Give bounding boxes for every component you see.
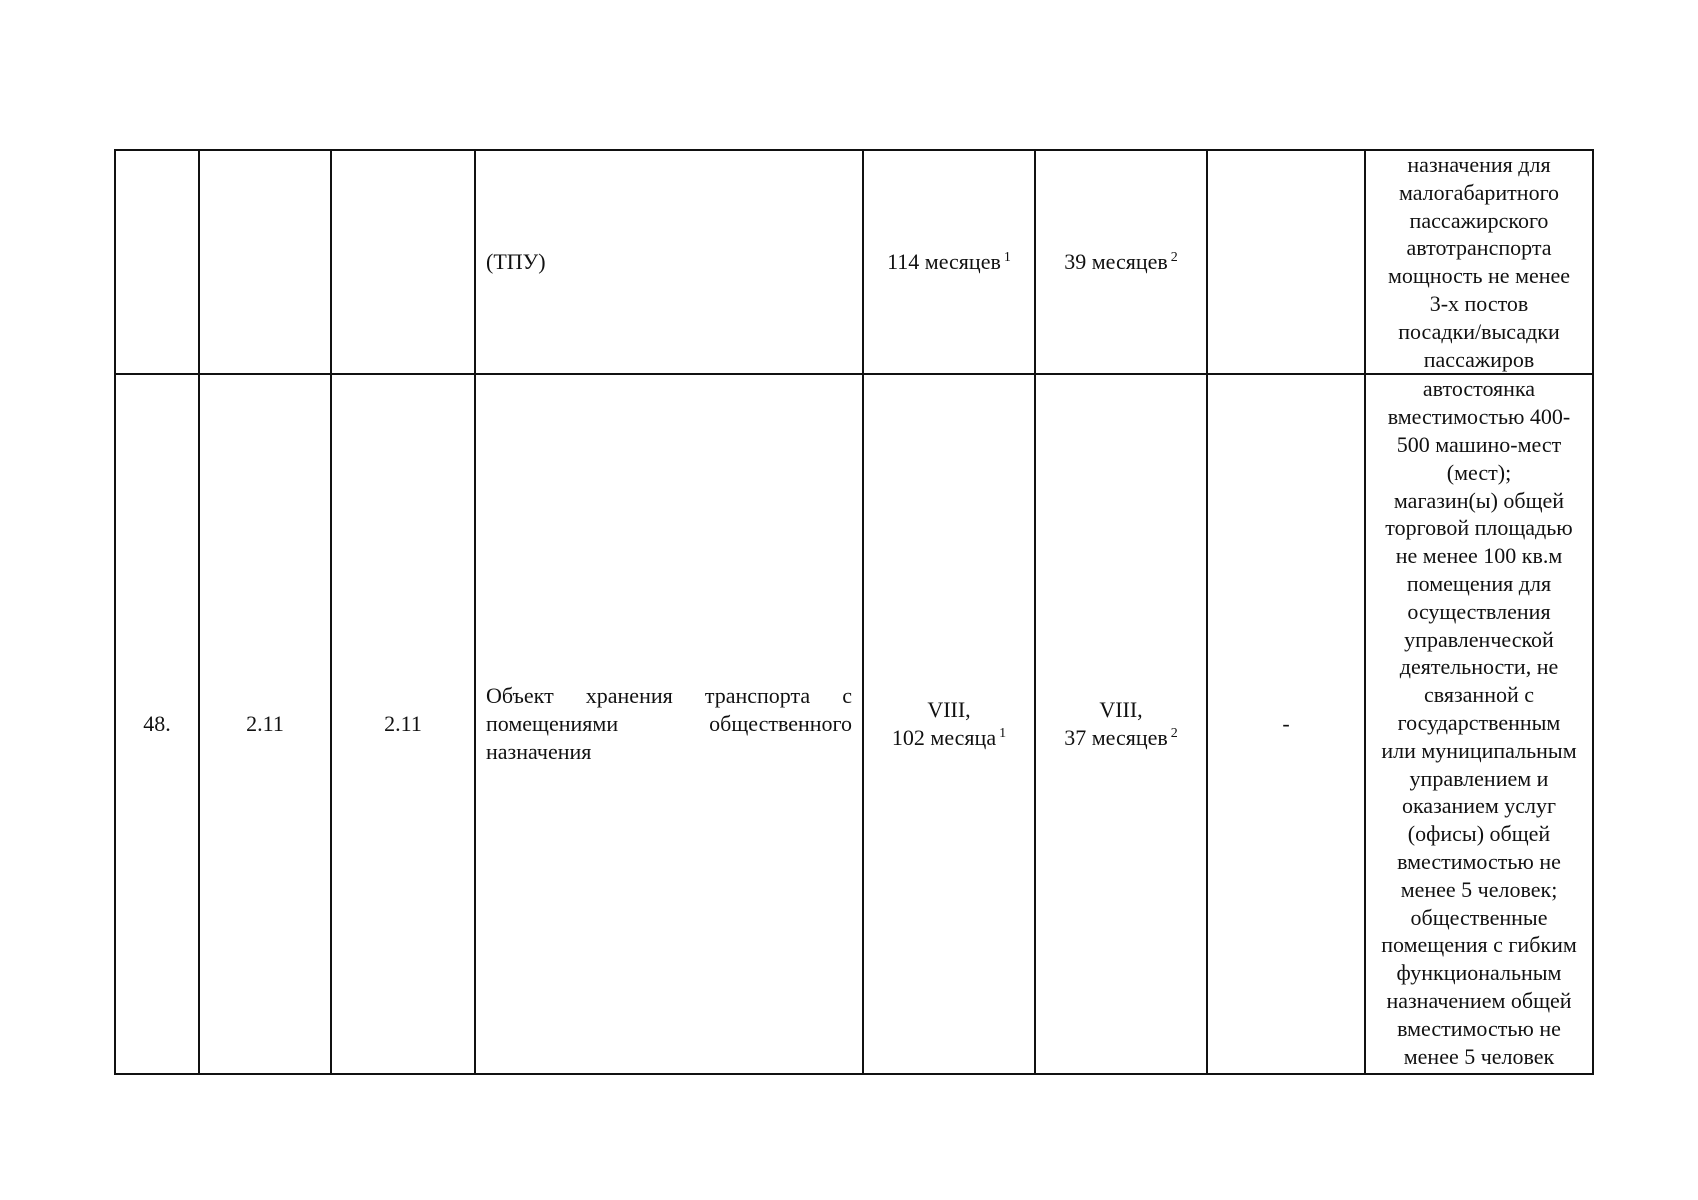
footnote-mark: 2 [1170, 250, 1178, 266]
parameter-line: 500 машино-мест [1396, 431, 1562, 457]
term-stage: VIII, [1099, 697, 1143, 723]
term-value: 39 месяцев [1064, 249, 1168, 275]
parameter-line: осуществления [1407, 598, 1551, 624]
term-cell-2 [1035, 150, 1207, 374]
footnote-mark: 1 [1003, 250, 1011, 266]
parameter-line: (офисы) общей [1407, 821, 1551, 847]
parameters-cell [1365, 374, 1593, 1074]
term-stage: VIII, [927, 697, 971, 723]
parameter-line: помещения с гибким [1381, 932, 1577, 958]
parameter-line: пассажирского [1409, 207, 1549, 233]
parameter-line: менее 5 человек [1403, 1043, 1555, 1069]
parameter-line: малогабаритного [1398, 179, 1560, 205]
extra-cell [1207, 150, 1365, 374]
parameters-cell [1365, 150, 1593, 374]
row-number-cell: 48. [115, 374, 199, 1074]
row-number-cell [115, 150, 199, 374]
parameter-line: торговой площадью [1385, 515, 1573, 541]
parameter-line: помещения для [1406, 570, 1552, 596]
parameter-line: оказанием услуг [1401, 793, 1557, 819]
parameter-line: назначением общей [1386, 987, 1572, 1013]
extra-cell: - [1207, 374, 1365, 1074]
table-row [115, 150, 1593, 374]
parameter-line: вместимостью 400- [1387, 404, 1571, 430]
footnote-mark: 2 [1170, 726, 1178, 742]
parameter-line: магазин(ы) общей [1393, 487, 1565, 513]
parameter-line: (мест); [1446, 459, 1512, 485]
code-cell-b: 2.11 [331, 374, 475, 1074]
code-cell-a: 2.11 [199, 374, 331, 1074]
code-cell-b [331, 150, 475, 374]
parameter-line: управлением и [1409, 765, 1549, 791]
document-table [114, 149, 1594, 1075]
object-name-cell: (ТПУ) [475, 150, 863, 374]
parameter-line: государственным [1397, 709, 1561, 735]
parameter-line: вместимостью не [1397, 848, 1561, 874]
parameter-line: менее 5 человек; [1400, 876, 1558, 902]
table-row [115, 374, 1593, 1074]
parameter-line: управленческой [1404, 626, 1554, 652]
parameter-line: деятельности, не [1399, 654, 1559, 680]
parameter-line: или муниципальным [1381, 737, 1577, 763]
term-cell-1 [863, 150, 1035, 374]
term-cell-1 [863, 374, 1035, 1074]
footnote-mark: 1 [999, 726, 1007, 742]
object-name-cell: Объект хранения транспорта с помещениями общественного назначения [475, 374, 863, 1074]
parameter-line: вместимостью не [1397, 1015, 1561, 1041]
term-value: 37 месяцев [1064, 725, 1168, 751]
term-value: 102 месяца [891, 725, 997, 751]
parameter-line: 3-х постов [1429, 290, 1529, 316]
code-cell-a [199, 150, 331, 374]
parameter-line: автостоянка [1422, 376, 1536, 402]
parameter-line: общественные [1410, 904, 1548, 930]
parameter-line: не менее 100 кв.м [1395, 543, 1563, 569]
parameter-line: связанной с [1423, 682, 1535, 708]
parameter-line: назначения для [1407, 152, 1551, 177]
parameter-line: посадки/высадки [1398, 318, 1560, 344]
term-value: 114 месяцев [887, 249, 1001, 275]
parameter-line: автотранспорта [1406, 235, 1552, 261]
parameter-line: пассажиров [1423, 346, 1535, 372]
parameter-line: мощность не менее [1387, 263, 1571, 289]
parameter-line: функциональным [1396, 960, 1562, 986]
term-cell-2 [1035, 374, 1207, 1074]
